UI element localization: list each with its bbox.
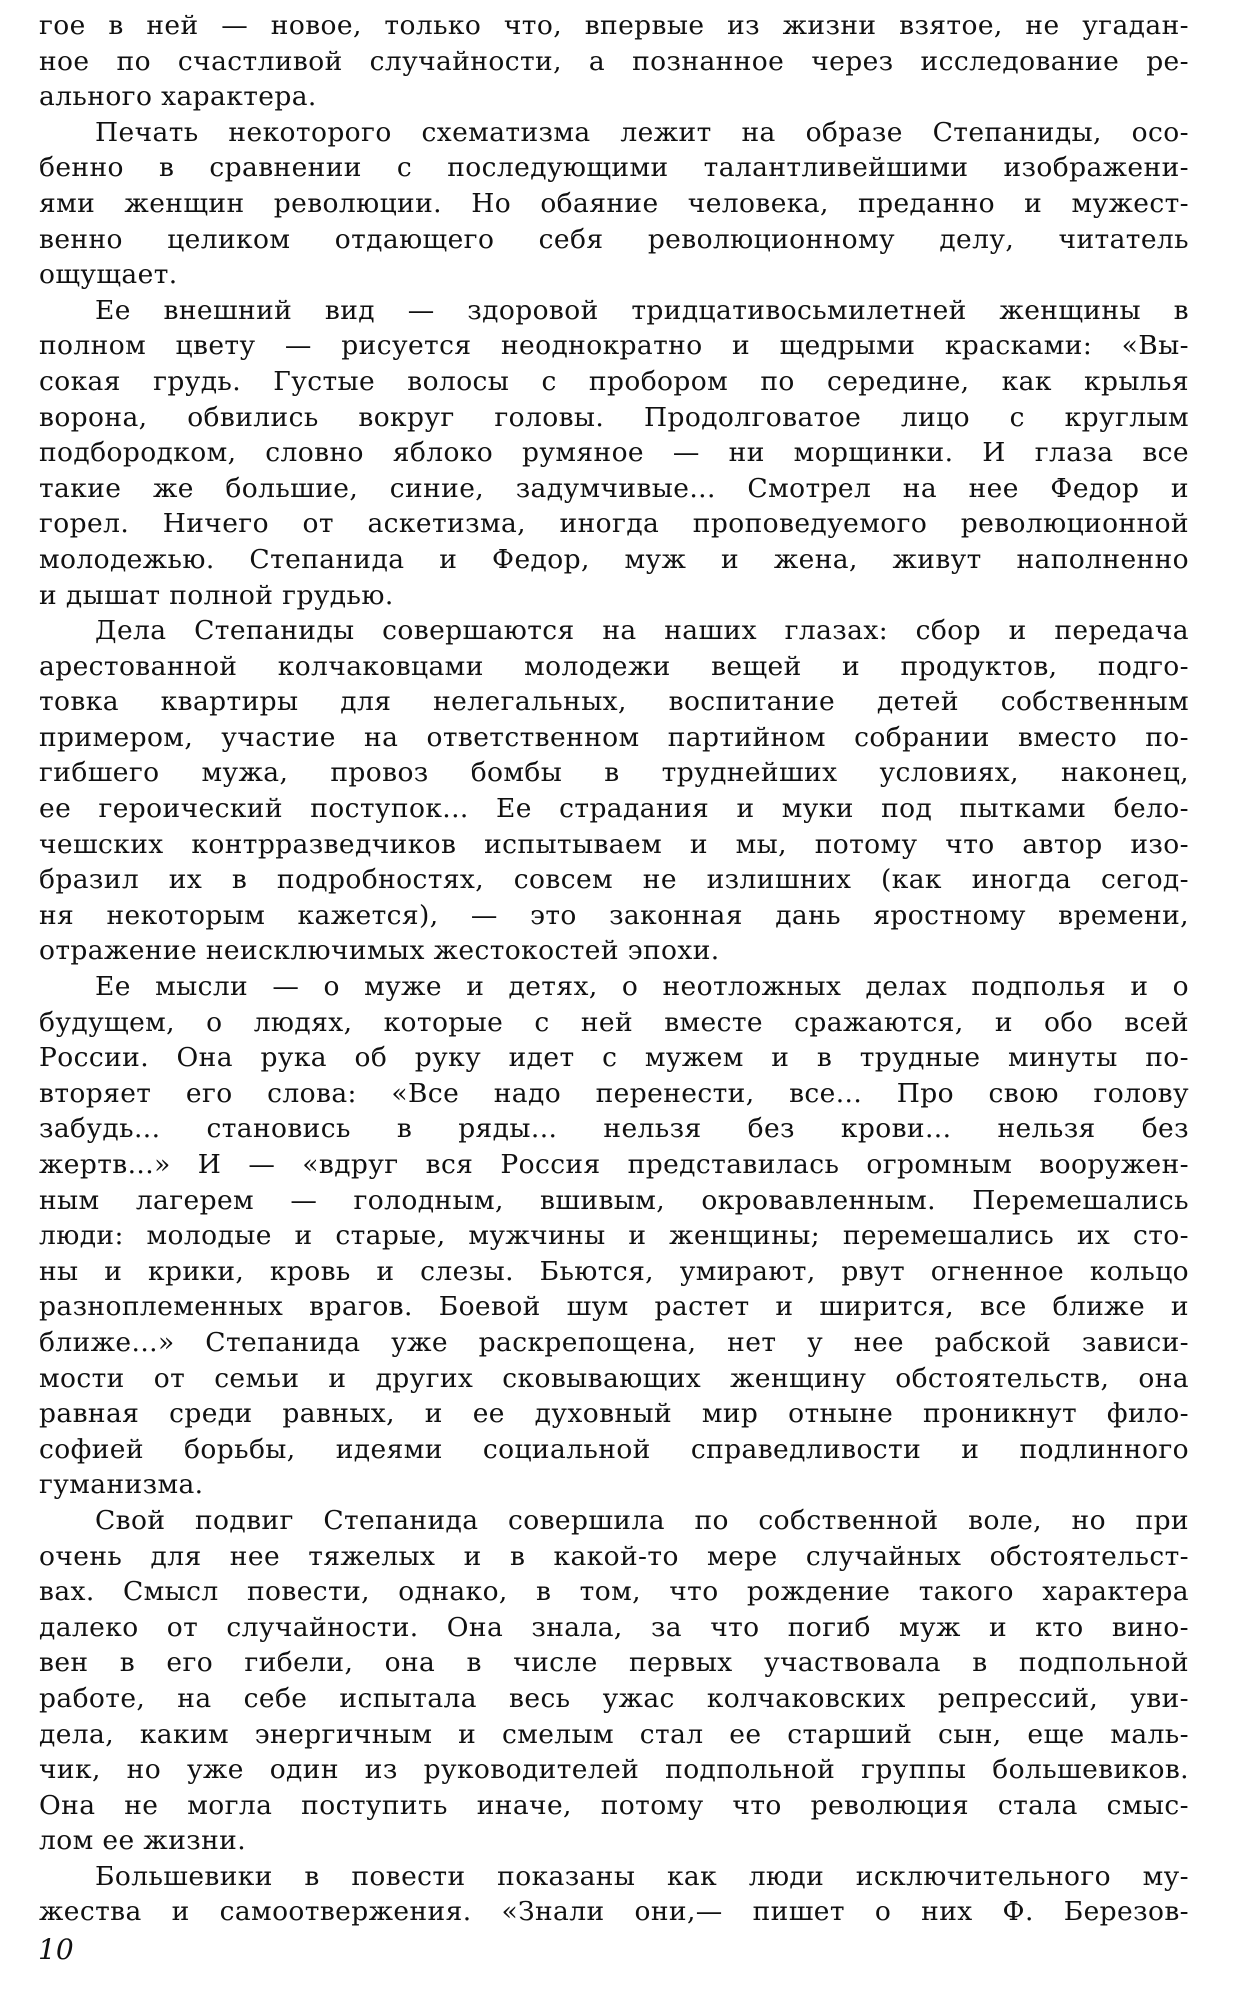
text-line: очень для нее тяжелых и в какой-то мере случайных обстоятельст- xyxy=(39,1540,1189,1572)
text-line: разноплеменных врагов. Боевой шум растет и ширится, все ближе и xyxy=(39,1291,1189,1323)
text-line: ями женщин революции. Но обаяние человека, преданно и мужест- xyxy=(39,187,1189,219)
text-line: чешских контрразведчиков испытываем и мы, потому что автор изо- xyxy=(39,828,1189,860)
text-line: гое в ней — новое, только что, впервые из жизни взятое, не угадан- xyxy=(39,10,1189,41)
text-line: товка квартиры для нелегальных, воспитание детей собственным xyxy=(39,686,1189,718)
text-line: равная среди равных, и ее духовный мир отныне проникнут фило- xyxy=(39,1398,1189,1430)
text-line: ное по счастливой случайности, а познанное через исследование ре- xyxy=(39,45,1189,77)
text-line: горел. Ничего от аскетизма, иногда проповедуемого революционной xyxy=(39,508,1189,540)
text-line: Ее мысли — о муже и детях, о неотложных делах подполья и о xyxy=(95,971,1189,1003)
text-line: мости от семьи и других сковывающих женщину обстоятельств, она xyxy=(39,1362,1189,1394)
text-line: ее героический поступок... Ее страдания и муки под пытками бело- xyxy=(39,793,1189,825)
text-line: ощущает. xyxy=(39,259,178,291)
text-line: ближе...» Степанида уже раскрепощена, нет у нее рабской зависи- xyxy=(39,1326,1189,1358)
text-line: далеко от случайности. Она знала, за что погиб муж и кто вино- xyxy=(39,1611,1189,1643)
text-line: сокая грудь. Густые волосы с пробором по середине, как крылья xyxy=(39,365,1189,397)
text-line: бразил их в подробностях, совсем не излишних (как иногда сегод- xyxy=(39,864,1189,896)
text-line: ны и крики, кровь и слезы. Бьются, умирают, рвут огненное кольцо xyxy=(39,1255,1189,1287)
text-line: Большевики в повести показаны как люди исключительного му- xyxy=(95,1860,1189,1892)
text-line: такие же большие, синие, задумчивые... Смотрел на нее Федор и xyxy=(39,472,1189,504)
text-line: гибшего мужа, провоз бомбы в труднейших условиях, наконец, xyxy=(39,757,1189,789)
text-line: вах. Смысл повести, однако, в том, что рождение такого характера xyxy=(39,1576,1189,1608)
text-line: лом ее жизни. xyxy=(39,1825,247,1857)
text-line: отражение неисключимых жестокостей эпохи. xyxy=(39,935,720,967)
text-line: России. Она рука об руку идет с мужем и в трудные минуты по- xyxy=(39,1042,1189,1074)
page-number: 10 xyxy=(38,1933,74,1966)
text-line: забудь... становись в ряды... нельзя без крови... нельзя без xyxy=(39,1113,1189,1145)
text-line: Ее внешний вид — здоровой тридцативосьмилетней женщины в xyxy=(95,294,1189,326)
text-line: и дышат полной грудью. xyxy=(39,579,394,611)
text-line: ня некоторым кажется), — это законная дань яростному времени, xyxy=(39,899,1189,931)
text-line: вен в его гибели, она в числе первых участвовала в подпольной xyxy=(39,1647,1189,1679)
text-line: венно целиком отдающего себя революционному делу, читатель xyxy=(39,223,1189,255)
text-line: Дела Степаниды совершаются на наших глазах: сбор и передача xyxy=(95,615,1189,647)
text-line: работе, на себе испытала весь ужас колчаковских репрессий, уви- xyxy=(39,1682,1189,1714)
body-text xyxy=(39,8,1189,1930)
text-line: арестованной колчаковцами молодежи вещей и продуктов, подго- xyxy=(39,650,1189,682)
text-line: софией борьбы, идеями социальной справедливости и подлинного xyxy=(39,1433,1189,1465)
text-line: ального характера. xyxy=(39,81,317,113)
text-line: полном цвету — рисуется неоднократно и щедрыми красками: «Вы- xyxy=(39,330,1189,362)
text-line: подбородком, словно яблоко румяное — ни морщинки. И глаза все xyxy=(39,437,1189,469)
text-line: ным лагерем — голодным, вшивым, окровавленным. Перемешались xyxy=(39,1184,1189,1216)
text-line: жества и самоотвержения. «Знали они,— пишет о них Ф. Березов- xyxy=(39,1896,1189,1928)
text-line: примером, участие на ответственном партийном собрании вместо по- xyxy=(39,721,1189,753)
text-line: молодежью. Степанида и Федор, муж и жена, живут наполненно xyxy=(39,543,1189,575)
text-line: Печать некоторого схематизма лежит на образе Степаниды, осо- xyxy=(95,116,1189,148)
text-line: ворона, обвились вокруг головы. Продолговатое лицо с круглым xyxy=(39,401,1189,433)
text-line: бенно в сравнении с последующими талантливейшими изображени- xyxy=(39,152,1189,184)
text-line: будущем, о людях, которые с ней вместе сражаются, и обо всей xyxy=(39,1006,1189,1038)
text-line: дела, каким энергичным и смелым стал ее старший сын, еще маль- xyxy=(39,1718,1189,1750)
text-line: вторяет его слова: «Все надо перенести, все... Про свою голову xyxy=(39,1077,1189,1109)
text-line: гуманизма. xyxy=(39,1469,204,1501)
text-line: люди: молодые и старые, мужчины и женщины; перемешались их сто- xyxy=(39,1220,1189,1252)
text-line: жертв...» И — «вдруг вся Россия представилась огромным вооружен- xyxy=(39,1149,1189,1180)
text-line: чик, но уже один из руководителей подпольной группы большевиков. xyxy=(39,1754,1189,1786)
text-line: Свой подвиг Степанида совершила по собственной воле, но при xyxy=(95,1504,1189,1536)
text-line: Она не могла поступить иначе, потому что революция стала смыс- xyxy=(39,1789,1189,1821)
